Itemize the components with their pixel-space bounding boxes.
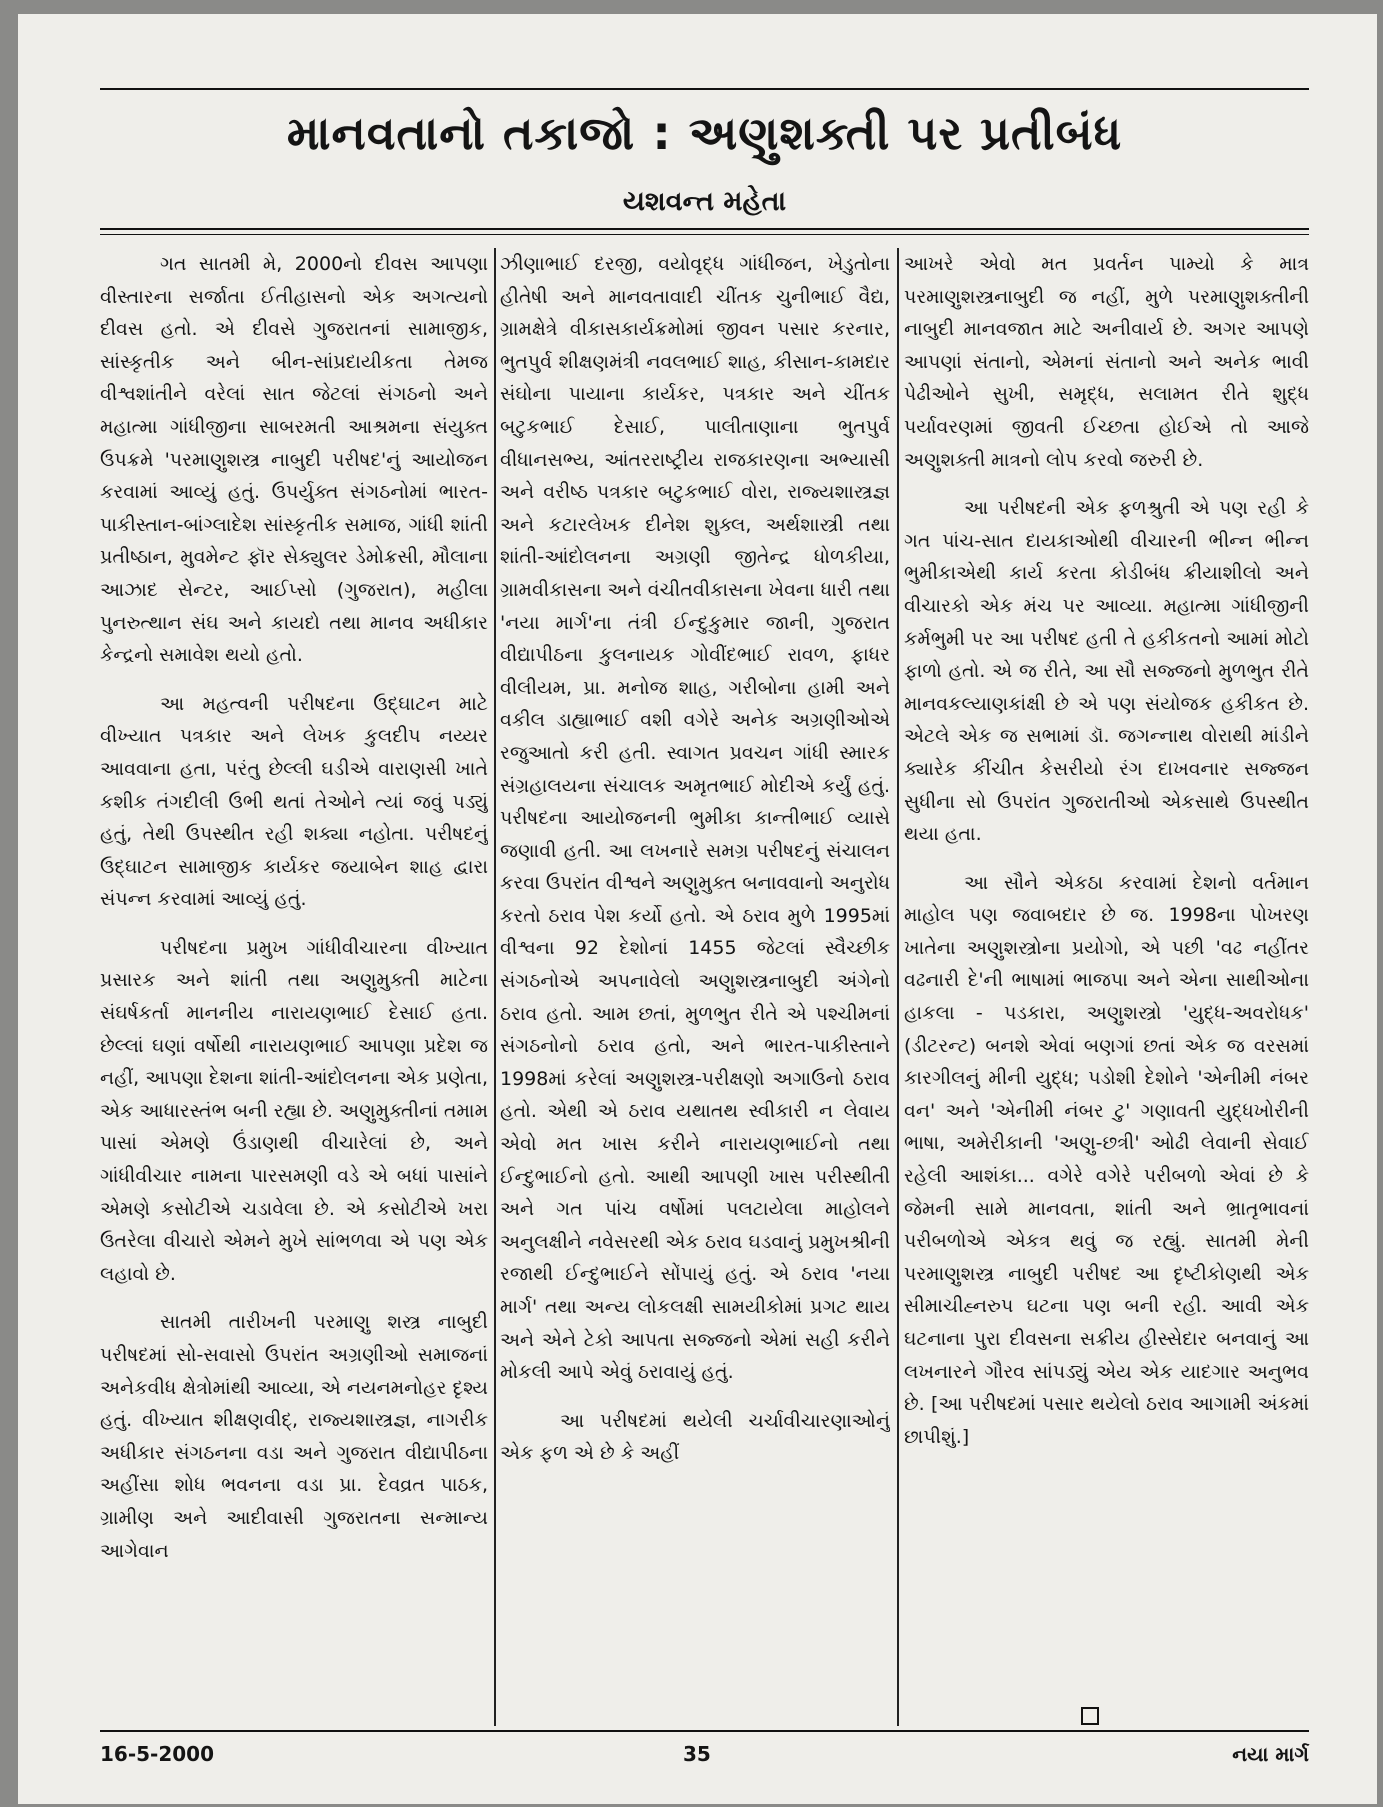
- article-author: યશવન્ત મહેતા: [622, 186, 787, 217]
- paragraph: ઝીણાભાઈ દરજી, વયોવૃદ્ધ ગાંધીજન, ખેડુતોના હીતેષી અને માનવતાવાદી ચીંતક ચુનીભાઈ વૈદ્ય, ગ્રામક્ષેત્રે વીકાસકાર્યક્રમોમાં જીવન પસાર કરનાર, ભુતપુર્વ શીક્ષણમંત્રી નવલભાઈ શાહ, કીસાન-કામદાર સંઘોના પાયાના કાર્યકર, પત્રકાર અને ચીંતક બટુકભાઈ દેસાઈ, પાલીતાણાના ભુતપુર્વ વીધાનસભ્ય, આંતરરાષ્ટ્રીય રાજકારણના અભ્યાસી અને વરીષ્ઠ પત્રકાર બટુકભાઈ વોરા, રાજ્યશાસ્ત્રજ્ઞ અને કટારલેખક દીનેશ શુક્લ, અર્થશાસ્ત્રી તથા શાંતી-આંદોલનના અગ્રણી જીતેન્દ્ર ધોળકીયા, ગ્રામવીકાસના અને વંચીતવીકાસના ખેવના ધારી તથા 'નયા માર્ગ'ના તંત્રી ઈન્દુકુમાર જાની, ગુજરાત વીદ્યાપીઠના કુલનાયક ગોવીંદભાઈ રાવળ, ફાધર વીલીયમ, પ્રા. મનોજ શાહ, ગરીબોના હામી અને વકીલ ડાહ્યાભાઈ વશી વગેરે અનેક અગ્રણીઓએ રજુઆતો કરી હતી. સ્વાગત પ્રવચન ગાંધી સ્મારક સંગ્રહાલયના સંચાલક અમૃતભાઈ મોદીએ કર્યું હતું. પરીષદના આયોજનની ભુમીકા કાન્તીભાઈ વ્યાસે જણાવી હતી. આ લખનારે સમગ્ર પરીષદનું સંચાલન કરવા ઉપરાંત વીશ્વને અણુમુક્ત બનાવવાનો અનુરોધ કરતો ઠરાવ પેશ કર્યો હતો. એ ઠરાવ મુળે 1995માં વીશ્વના 92 દેશોનાં 1455 જેટલાં સ્વૈચ્છીક સંગઠનોએ અપનાવેલો અણુશસ્ત્રનાબુદી અંગેનો ઠરાવ હતો. આમ છતાં, મુળભુત રીતે એ પશ્ચીમનાં સંગઠનોનો ઠરાવ હતો, અને ભારત-પાકીસ્તાને 1998માં કરેલાં અણુશસ્ત્ર-પરીક્ષણો અગાઉનો ઠરાવ હતો. એથી એ ઠરાવ યથાતથ સ્વીકારી ન લેવાય એવો મત ખાસ કરીને નારાયણભાઈનો તથા ઈન્દુભાઈનો હતો. આથી આપણી ખાસ પરીસ્થીતી અને ગત પાંચ વર્ષોમાં પલટાયેલા માહોલને અનુલક્ષીને નવેસરથી એક ઠરાવ ઘડવાનું પ્રમુખશ્રીની રજાથી ઈન્દુભાઈને સોંપાયું હતું. એ ઠરાવ 'નયા માર્ગ' તથા અન્ય લોકલક્ષી સામયીકોમાં પ્રગટ થાય અને એને ટેકો આપતા સજ્જનો એમાં સહી કરીને મોકલી આપે એવું ઠરાવાયું હતું.: [500, 253, 890, 1384]
- magazine-page: [18, 14, 1377, 1804]
- article-column-3: [904, 248, 1309, 1726]
- column-divider: [494, 248, 496, 1726]
- article-column-1: [100, 248, 488, 1726]
- column-divider: [897, 248, 899, 1726]
- paragraph: પરીષદના પ્રમુખ ગાંધીવીચારના વીખ્યાત પ્રસારક અને શાંતી તથા અણુમુક્તી માટેના સંઘર્ષકર્તા માનનીય નારાયણભાઈ દેસાઈ હતા. છેલ્લાં ઘણાં વર્ષોથી નારાયણભાઈ આપણા પ્રદેશ જ નહીં, આપણા દેશના શાંતી-આંદોલનના એક પ્રણેતા, એક આધારસ્તંભ બની રહ્યા છે. અણુમુક્તીનાં તમામ પાસાં એમણે ઉંડાણથી વીચારેલાં છે, અને ગાંધીવીચાર નામના પારસમણી વડે એ બધાં પાસાંને એમણે કસોટીએ ચડાવેલા છે. એ કસોટીએ ખરા ઉતરેલા વીચારો એમને મુખે સાંભળવા એ પણ એક લહાવો છે.: [100, 936, 488, 1285]
- article-column-2: [500, 248, 890, 1726]
- header-rule: [100, 228, 1309, 230]
- article-headline: માનવતાનો તકાજો : અણુશક્તી પર પ્રતીબંધ: [286, 106, 1123, 160]
- paragraph: આ પરીષદની એક ફળશ્રુતી એ પણ રહી કે ગત પાંચ-સાત દાયકાઓથી વીચારની ભીન્ન ભીન્ન ભુમીકાએથી કાર્ય કરતા કોડીબંધ ક્રીયાશીલો અને વીચારકો એક મંચ પર આવ્યા. મહાત્મા ગાંધીજીની કર્મભુમી પર આ પરીષદ હતી તે હકીકતનો આમાં મોટો ફાળો હતો. એ જ રીતે, આ સૌ સજ્જનો મુળભુત રીતે માનવકલ્યાણકાંક્ષી છે એ પણ સંયોજક હકીકત છે. એટલે એક જ સભામાં ડૉ. જગન્નાથ વોરાથી માંડીને ક્યારેક કીંચીત કેસરીયો રંગ દાખવનાર સજ્જન સુધીના સો ઉપરાંત ગુજરાતીઓ એકસાથે ઉપસ્થીત થયા હતા.: [904, 497, 1309, 846]
- magazine-name: નયા માર્ગ: [1232, 1742, 1309, 1766]
- footer-rule: [100, 1730, 1309, 1732]
- top-rule: [100, 88, 1309, 90]
- paragraph: ગત સાતમી મે, 2000નો દીવસ આપણા વીસ્તારના સર્જાતા ઈતીહાસનો એક અગત્યનો દીવસ હતો. એ દીવસે ગુજરાતનાં સામાજીક, સાંસ્કૃતીક અને બીન-સાંપ્રદાયીકતા તેમજ વીશ્વશાંતીને વરેલાં સાત જેટલાં સંગઠનો અને મહાત્મા ગાંધીજીના સાબરમતી આશ્રમના સંયુક્ત ઉપક્રમે 'પરમાણુશસ્ત્ર નાબુદી પરીષદ'નું આયોજન કરવામાં આવ્યું હતું. ઉપર્યુક્ત સંગઠનોમાં ભારત-પાકીસ્તાન-બાંગ્લાદેશ સાંસ્કૃતીક સમાજ, ગાંધી શાંતી પ્રતીષ્ઠાન, મુવમેન્ટ ફૉર સેક્યુલર ડેમોક્રસી, મૌલાના આઝાદ સેન્ટર, આઈપ્સો (ગુજરાત), મહીલા પુનરુત્થાન સંઘ અને કાયદો તથા માનવ અધીકાર કેન્દ્રનો સમાવેશ થયો હતો.: [100, 253, 488, 667]
- footer-date: 16-5-2000: [100, 1742, 215, 1766]
- paragraph: સાતમી તારીખની પરમાણુ શસ્ત્ર નાબુદી પરીષદમાં સો-સવાસો ઉપરાંત અગ્રણીઓ સમાજનાં અનેકવીધ ક્ષેત્રોમાંથી આવ્યા, એ નયનમનોહર દૃશ્ય હતું. વીખ્યાત શીક્ષણવીદ્, રાજ્યશાસ્ત્રજ્ઞ, નાગરીક અધીકાર સંગઠનના વડા અને ગુજરાત વીદ્યાપીઠના અહીંસા શોધ ભવનના વડા પ્રા. દેવવ્રત પાઠક, ગ્રામીણ અને આદીવાસી ગુજરાતના સન્માન્ય આગેવાન: [100, 1311, 488, 1562]
- page-number: 35: [683, 1742, 711, 1766]
- paragraph: આ મહત્વની પરીષદના ઉદ્ઘાટન માટે વીખ્યાત પત્રકાર અને લેખક કુલદીપ નય્યર આવવાના હતા, પરંતુ છેલ્લી ઘડીએ વારાણસી ખાતે કશીક તંગદીલી ઉભી થતાં તેઓને ત્યાં જવું પડ્યું હતું, તેથી ઉપસ્થીત રહી શક્યા નહોતા. પરીષદનું ઉદ્ઘાટન સામાજીક કાર્યકર જયાબેન શાહ દ્વારા સંપન્ન કરવામાં આવ્યું હતું.: [100, 692, 488, 911]
- paragraph: આ સૌને એકઠા કરવામાં દેશનો વર્તમાન માહોલ પણ જવાબદાર છે જ. 1998ના પોખરણ ખાતેના અણુશસ્ત્રોના પ્રયોગો, એ પછી 'વઢ નહીંતર વઢનારી દે'ની ભાષામાં ભાજપા અને એના સાથીઓના હાકલા - પડકારા, અણુશસ્ત્રો 'યુદ્ધ-અવરોધક' (ડીટરન્ટ) બનશે એવાં બણગાં છતાં એક જ વરસમાં કારગીલનું મીની યુદ્ધ; પડોશી દેશોને 'એનીમી નંબર વન' અને 'એનીમી નંબર ટુ' ગણાવતી યુદ્ધખોરીની ભાષા, અમેરીકાની 'અણુ-છત્રી' ઓઢી લેવાની સેવાઈ રહેલી આશંકા... વગેરે વગેરે પરીબળો એવાં છે કે જેમની સામે માનવતા, શાંતી અને ભ્રાતૃભાવનાં પરીબળોએ એકત્ર થવું જ રહ્યું. સાતમી મેની પરમાણુશસ્ત્ર નાબુદી પરીષદ આ દૃષ્ટીકોણથી એક સીમાચીહ્નરુપ ઘટના પણ બની રહી. આવી એક ઘટનાના પુરા દીવસના સક્રીય હીસ્સેદાર બનવાનું આ લખનારને ગૌરવ સાંપડ્યું એય એક યાદગાર અનુભવ છે. [આ પરીષદમાં પસાર થયેલો ઠરાવ આગામી અંકમાં છાપીશું.]: [904, 871, 1309, 1448]
- paragraph: આ પરીષદમાં થયેલી ચર્ચાવીચારણાઓનું એક ફળ એ છે કે અહીં: [500, 1409, 890, 1465]
- paragraph: આખરે એવો મત પ્રવર્તન પામ્યો કે માત્ર પરમાણુશસ્ત્રનાબુદી જ નહીં, મુળે પરમાણુશક્તીની નાબુદી માનવજાત માટે અનીવાર્ય છે. અગર આપણે આપણાં સંતાનો, એમનાં સંતાનો અને અનેક ભાવી પેઢીઓને સુખી, સમૃદ્ધ, સલામત રીતે શુદ્ધ પર્યાવરણમાં જીવતી ઈચ્છતા હોઈએ તો આજે અણુશક્તી માત્રનો લોપ કરવો જરુરી છે.: [904, 253, 1309, 471]
- end-mark-icon: [1081, 1707, 1099, 1725]
- header-rule-thin: [100, 234, 1309, 235]
